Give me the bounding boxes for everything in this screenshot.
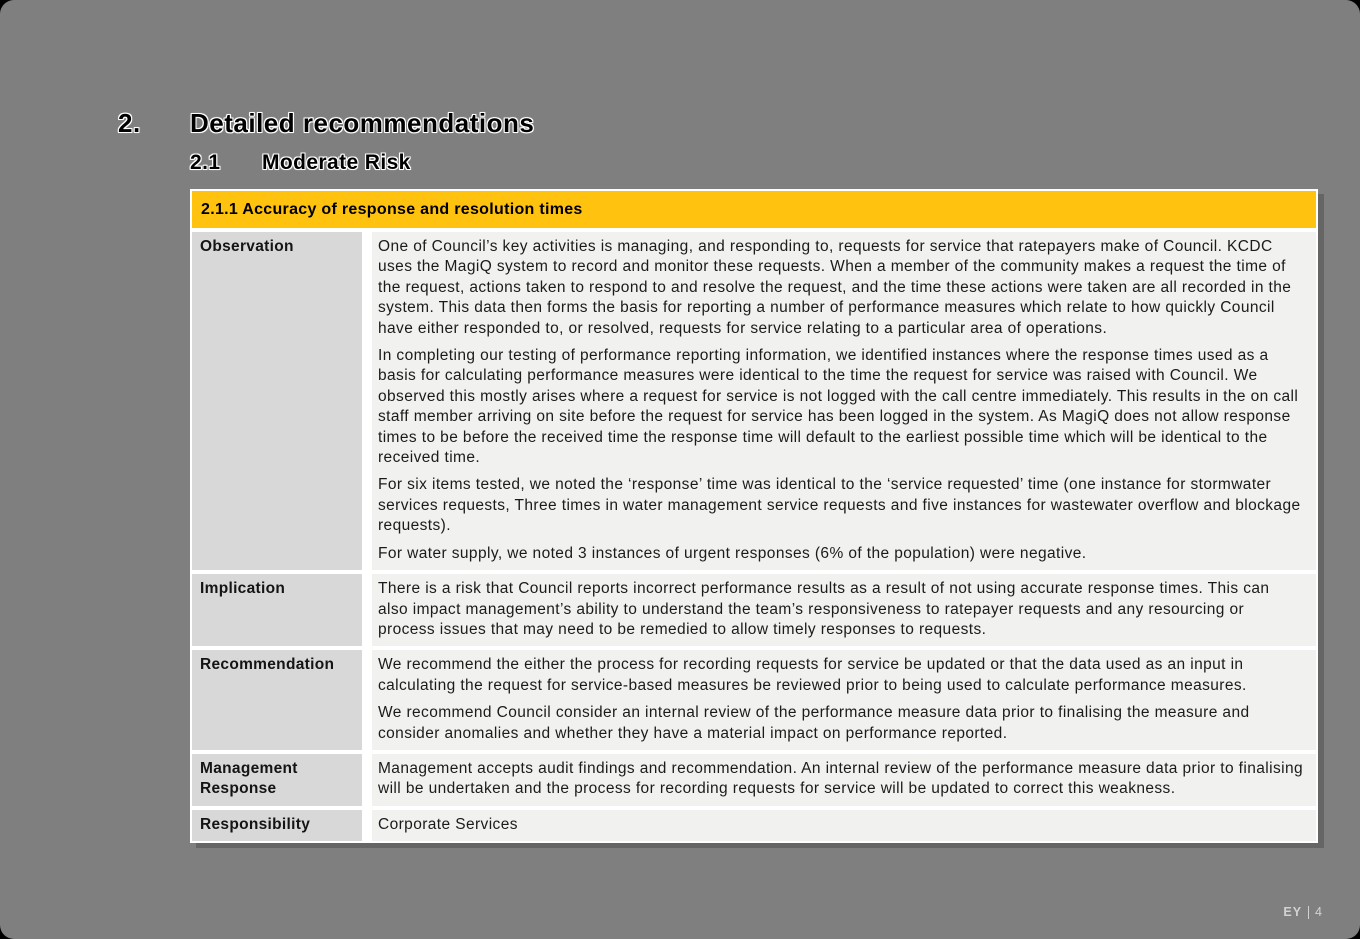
subsection-title: Moderate Risk — [262, 151, 411, 174]
row-label: Implication — [192, 574, 362, 646]
row-label: Recommendation — [192, 650, 362, 750]
page-number: 4 — [1315, 905, 1322, 919]
page-footer — [1283, 905, 1322, 919]
row-content — [372, 574, 1316, 646]
section-heading — [118, 108, 534, 139]
paragraph: For six items tested, we noted the ‘response’ time was identical to the ‘service requested’ time (one instance for stormwater services requests, Three times in water management service requests and five instances for wastewater overflow and blockage requests). — [378, 476, 1301, 535]
row-label: Management Response — [192, 754, 362, 806]
table-row-management-response — [192, 754, 1316, 806]
paragraph: In completing our testing of performance reporting information, we identified instances where the response times used as a basis for calculating performance measures were identical to the time the request for service was raised with Council. We observed this mostly arises where a request for service is not logged with the call centre immediately. This results in the on call staff member arriving on site before the request for service has been logged in the system. As MagiQ does not allow response times to be before the received time the response time will default to the earliest possible time which will be identical to the received time. — [378, 347, 1299, 467]
subsection-heading — [190, 151, 411, 175]
paragraph: For water supply, we noted 3 instances of urgent responses (6% of the population) were negative. — [378, 544, 1087, 562]
table-row-recommendation — [192, 650, 1316, 750]
finding-table — [190, 189, 1318, 843]
ey-logo: EY — [1283, 905, 1303, 919]
subsection-number: 2.1 — [190, 151, 221, 174]
table-row-observation — [192, 232, 1316, 570]
paragraph: One of Council’s key activities is managing, and responding to, requests for service that ratepayers make of Council. KCDC uses the MagiQ system to record and monitor these requests. When a member of the community makes a request the time of the request, actions taken to respond to and resolve the request, and the time these actions were taken are all recorded in the system. This data then forms the basis for reporting a number of performance measures which relate to how quickly Council have either responded to, or resolved, requests for service relating to a particular area of operations. — [378, 238, 1292, 337]
footer-divider — [1308, 906, 1309, 919]
row-content — [372, 232, 1316, 570]
section-number: 2. — [118, 108, 141, 138]
table-row-responsibility — [192, 810, 1316, 841]
row-label: Responsibility — [192, 810, 362, 841]
paragraph: Management accepts audit findings and recommendation. An internal review of the performance measure data prior to finalising will be undertaken and the process for recording requests for service will be updated to correct this weakness. — [378, 759, 1303, 798]
paragraph: Corporate Services — [378, 815, 518, 833]
row-content — [372, 754, 1316, 806]
paragraph: There is a risk that Council reports incorrect performance results as a result of not using accurate response times. This can also impact management’s ability to understand the team’s responsiveness to ratepayer requests and any resourcing or process issues that may need to be remedied to allow timely responses to requests. — [378, 580, 1270, 638]
section-title: Detailed recommendations — [190, 108, 535, 138]
finding-table-header: 2.1.1 Accuracy of response and resolution times — [192, 191, 1316, 228]
paragraph: We recommend Council consider an internal review of the performance measure data prior to finalising the measure and consider anomalies and whether they have a material impact on performance reported. — [378, 704, 1250, 742]
row-label: Observation — [192, 232, 362, 570]
row-content — [372, 650, 1316, 750]
paragraph: We recommend the either the process for recording requests for service be updated or that the data used as an input in calculating the request for service-based measures be reviewed prior to being used to calculate performance measures. — [378, 656, 1247, 694]
row-content — [372, 810, 1316, 841]
table-row-implication — [192, 574, 1316, 646]
